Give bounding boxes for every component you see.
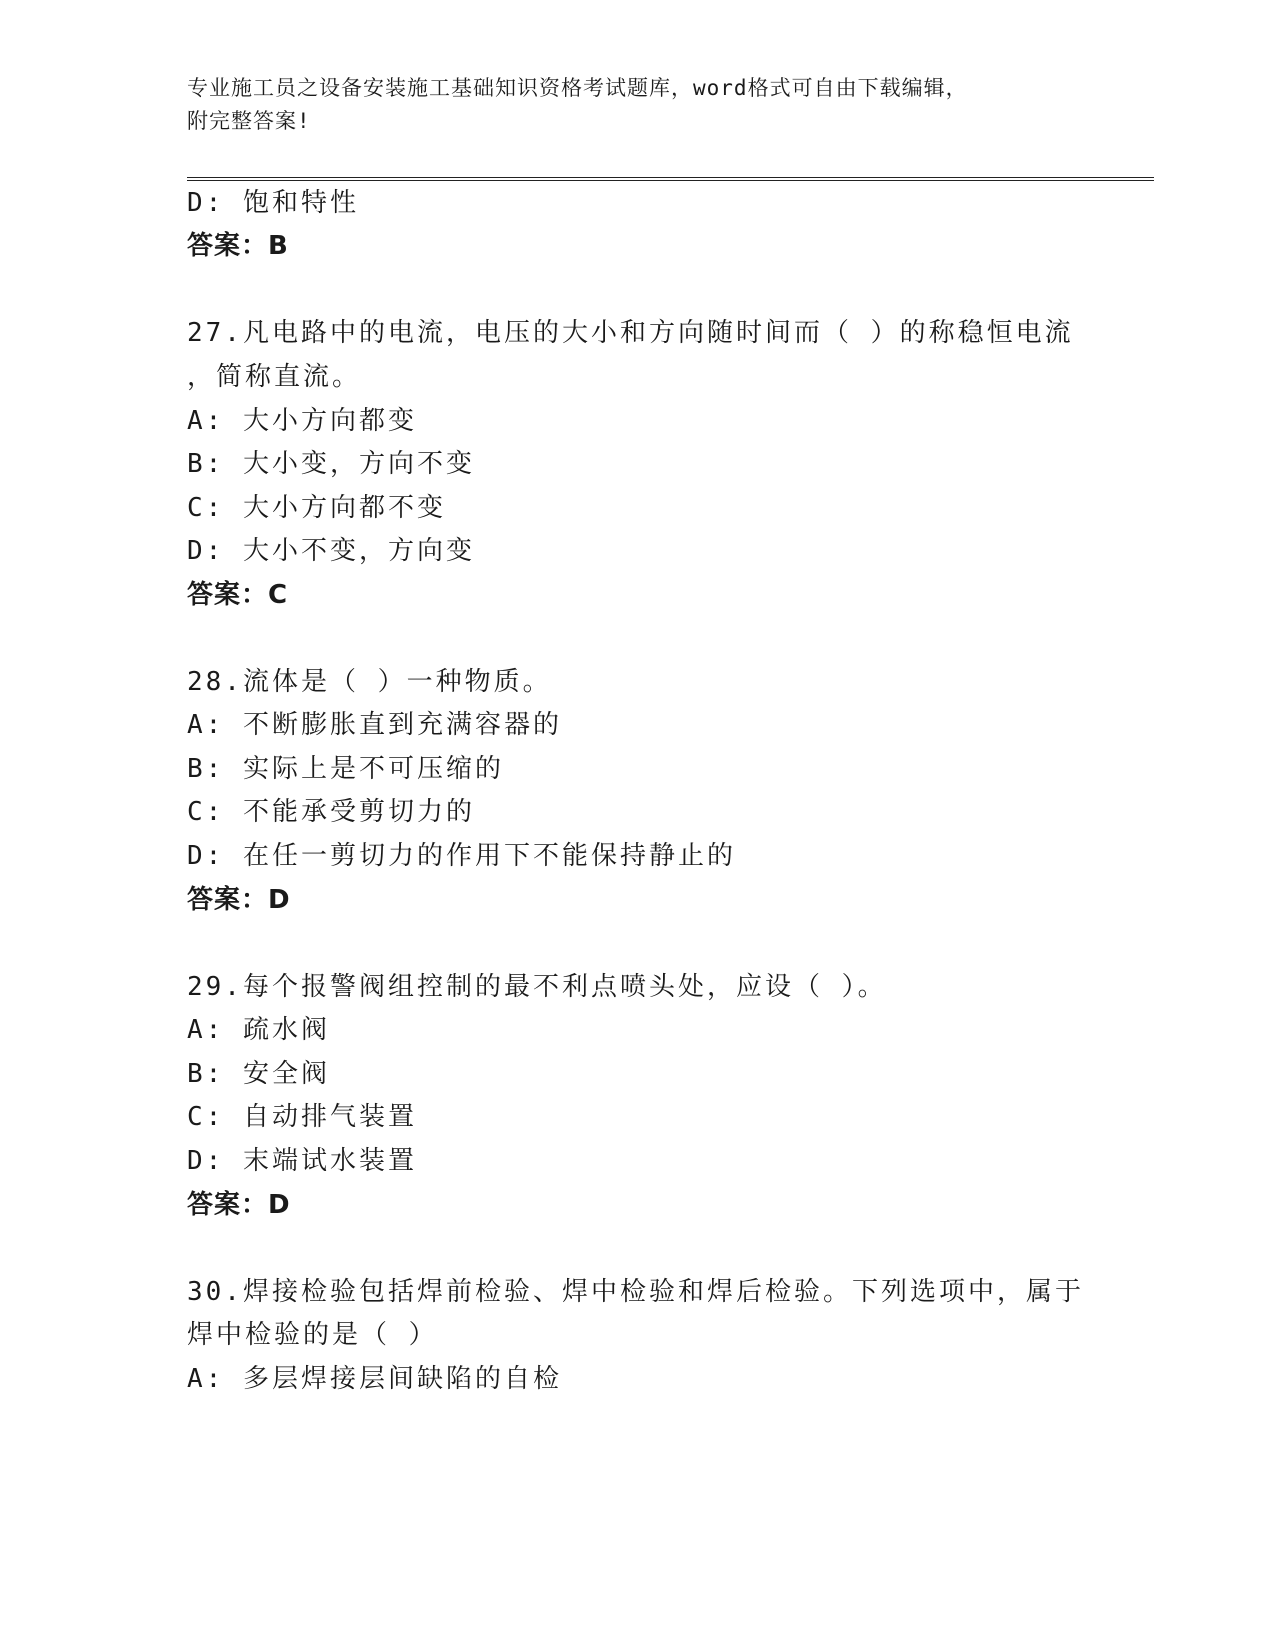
option-d: D: 饱和特性 [187, 188, 359, 218]
option-d: D: 大小不变，方向变 [187, 536, 475, 566]
option-b: B: 大小变，方向不变 [187, 449, 475, 479]
question-stem: 29.每个报警阀组控制的最不利点喷头处，应设（ ）。 [187, 972, 887, 1002]
question-stem: 28.流体是（ ）一种物质。 [187, 667, 552, 697]
option-c: C: 大小方向都不变 [187, 493, 446, 523]
answer-line: 答案：D [187, 1190, 291, 1220]
question-stem-continued: 焊中检验的是（ ） [187, 1320, 438, 1350]
option-a: A: 疏水阀 [187, 1015, 330, 1045]
answer-line: 答案：C [187, 580, 289, 610]
option-b: B: 实际上是不可压缩的 [187, 754, 504, 784]
option-a: A: 多层焊接层间缺陷的自检 [187, 1364, 562, 1394]
question-stem: 27.凡电路中的电流，电压的大小和方向随时间而（ ）的称稳恒电流 [187, 318, 1074, 348]
header-line-1: 专业施工员之设备安装施工基础知识资格考试题库，word格式可自由下载编辑， [187, 76, 968, 100]
option-a: A: 大小方向都变 [187, 406, 417, 436]
option-d: D: 在任一剪切力的作用下不能保持静止的 [187, 841, 736, 871]
answer-line: 答案：B [187, 231, 289, 261]
header-line-2: 附完整答案! [187, 109, 311, 133]
answer-line: 答案：D [187, 885, 291, 915]
option-c: C: 自动排气装置 [187, 1102, 417, 1132]
option-d: D: 末端试水装置 [187, 1146, 417, 1176]
header-divider [187, 177, 1154, 181]
option-c: C: 不能承受剪切力的 [187, 797, 475, 827]
option-a: A: 不断膨胀直到充满容器的 [187, 710, 562, 740]
question-stem: 30.焊接检验包括焊前检验、焊中检验和焊后检验。下列选项中，属于 [187, 1277, 1084, 1307]
question-stem-continued: ，简称直流。 [187, 362, 362, 392]
option-b: B: 安全阀 [187, 1059, 330, 1089]
page-header [187, 72, 1087, 138]
